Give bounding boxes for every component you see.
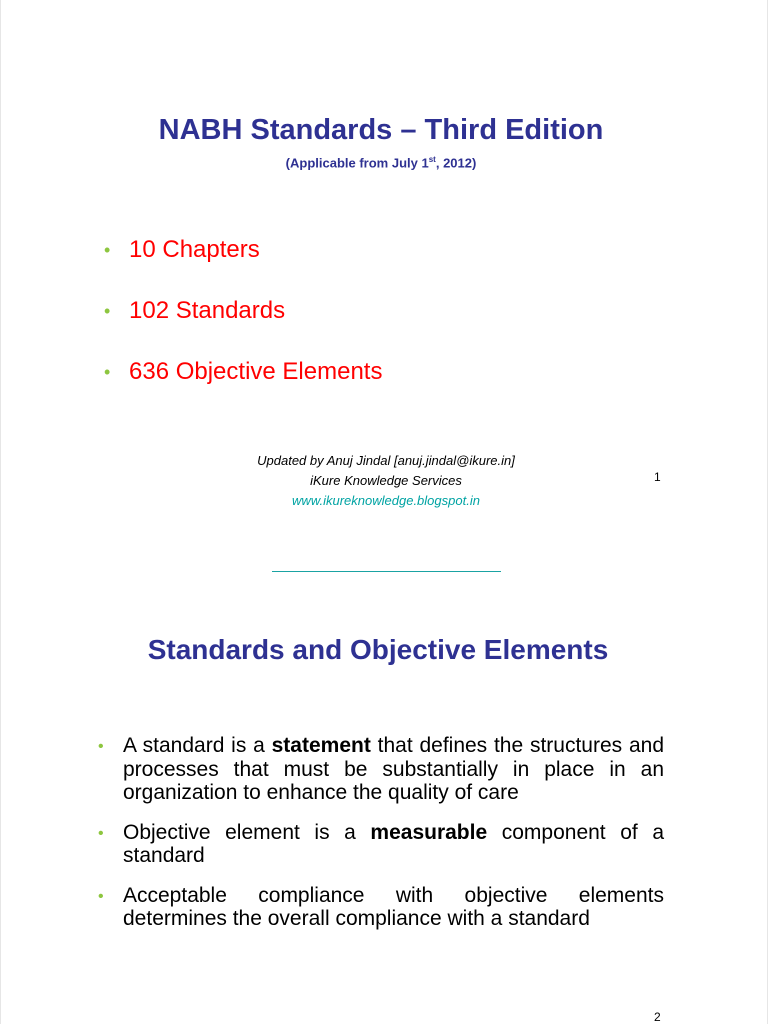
bullet-text: 102 Standards [129, 297, 286, 324]
bullet-icon: • [98, 824, 104, 842]
slide2-title: Standards and Objective Elements [147, 634, 609, 665]
footer-link[interactable]: www.ikureknowledge.blogspot.in [292, 493, 480, 508]
list-item [98, 734, 664, 805]
subtitle-superscript: st [428, 155, 436, 164]
slide1-subtitle [0, 155, 762, 170]
subtitle-text-after: , 2012) [435, 155, 477, 171]
page-edge-left [0, 0, 1, 1024]
slide2-bullet-list [98, 734, 664, 947]
bullet-text-before: Objective element is a [123, 820, 371, 844]
footer-author: Updated by Anuj Jindal [anuj.jindal@ikure.in] [257, 453, 515, 468]
bullet-icon: • [104, 362, 111, 382]
bullet-icon: • [104, 301, 111, 321]
list-item [98, 884, 664, 931]
slide1-title: NABH Standards – Third Edition [158, 114, 604, 146]
bullet-text-before: A standard is a [123, 734, 272, 757]
subtitle-text-before: (Applicable from July 1 [285, 155, 429, 171]
bullet-icon: • [104, 240, 111, 260]
list-item [98, 821, 664, 868]
bullet-keyword: statement [271, 734, 371, 757]
slide1-footer [0, 451, 768, 511]
bullet-text-before: Acceptable compliance with objective elements determines the overall compliance with a standard [123, 883, 664, 930]
footer-organization: iKure Knowledge Services [310, 473, 462, 488]
page-number: 1 [654, 470, 661, 484]
slide-divider [272, 571, 501, 572]
bullet-text-after: that defines the structures and processes that must be substantially in place in an organization to enhance the quality of care [123, 734, 664, 804]
bullet-text-after: component of a standard [123, 820, 664, 867]
bullet-icon: • [98, 738, 104, 755]
bullet-icon: • [98, 887, 104, 905]
bullet-keyword: measurable [370, 820, 488, 844]
bullet-text: 636 Objective Elements [129, 358, 383, 385]
page-number: 2 [654, 1010, 661, 1024]
bullet-text: 10 Chapters [129, 236, 260, 263]
